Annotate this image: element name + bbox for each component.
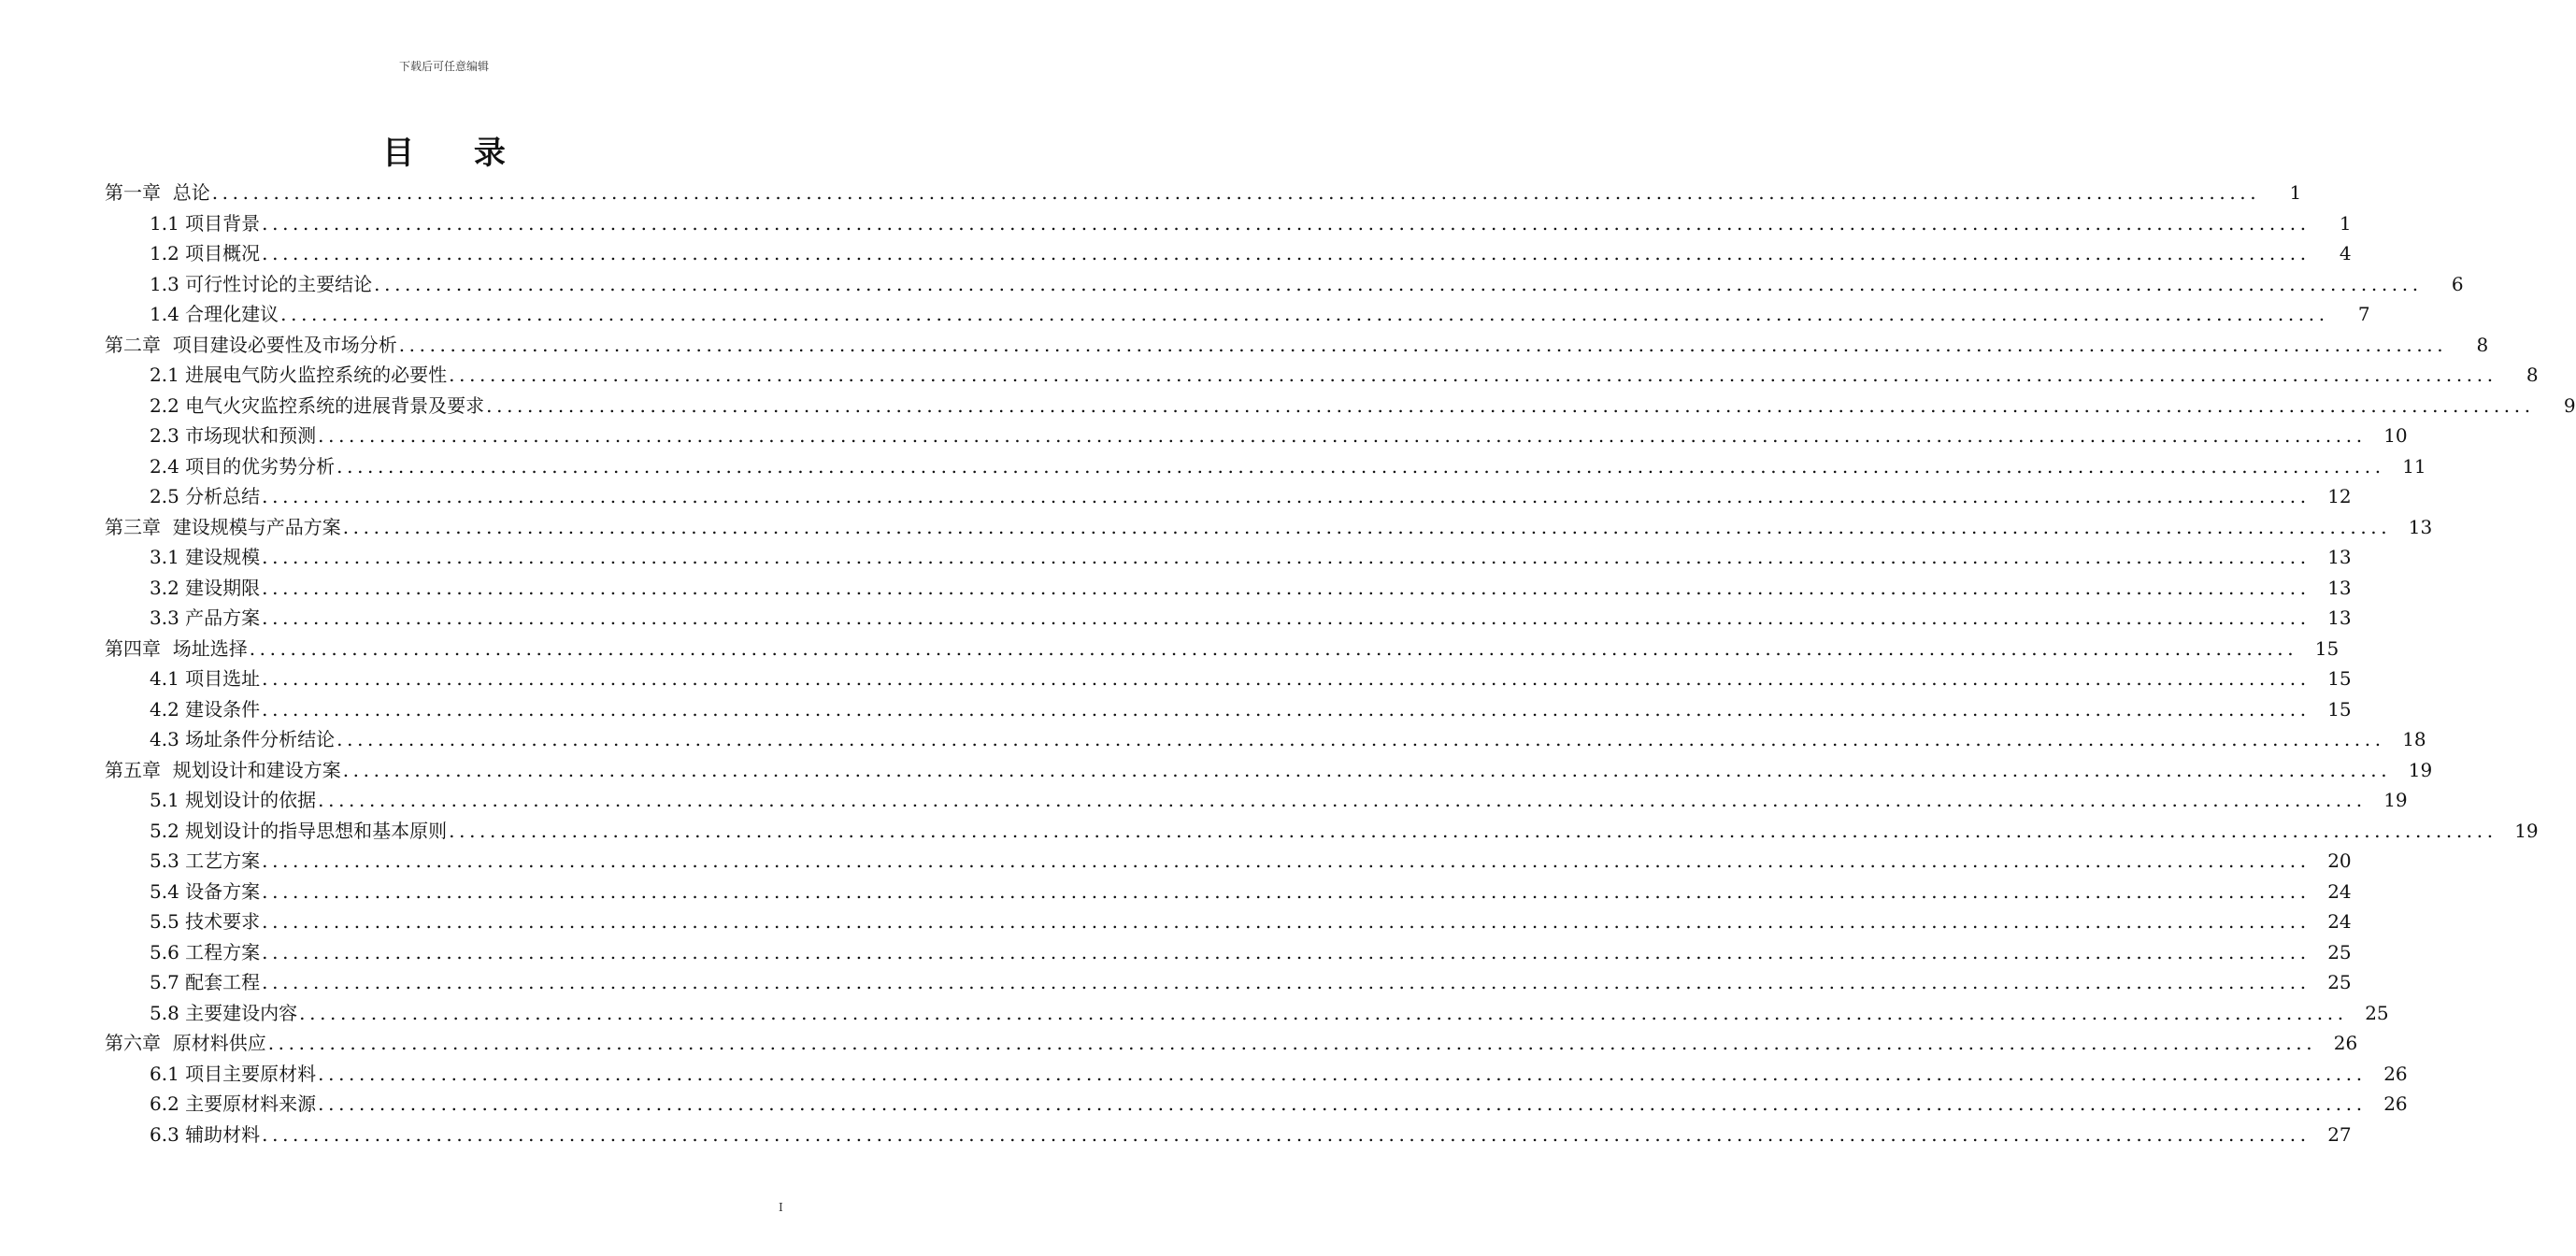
toc-entry-label: 5.5 技术要求 (150, 910, 261, 933)
dot-leader: ........................................................................................................................................................................................................ (262, 607, 2311, 629)
toc-entry-page: 10 (2383, 424, 2408, 447)
toc-entry-label: 5.2 规划设计的指导思想和基本原则 (150, 819, 448, 842)
dot-leader: ........................................................................................................................................................................................................ (262, 667, 2311, 690)
toc-entry-label: 2.1 进展电气防火监控系统的必要性 (150, 364, 448, 386)
toc-entry-page: 26 (2383, 1092, 2408, 1115)
dot-leader: ........................................................................................................................................................................................................ (262, 849, 2311, 872)
dot-leader: ........................................................................................................................................................................................................ (262, 576, 2311, 599)
toc-entry-page: 27 (2327, 1122, 2352, 1146)
toc-entry-label: 3.1 建设规模 (150, 546, 261, 568)
toc-entry-label: 2.5 分析总结 (150, 485, 261, 507)
toc-section-entry[interactable] (0, 603, 2352, 634)
toc-entry-page: 26 (2333, 1032, 2358, 1054)
toc-section-entry[interactable] (0, 998, 2389, 1029)
toc-list (0, 178, 2576, 1149)
toc-entry-page: 8 (2476, 333, 2489, 356)
toc-section-entry[interactable] (0, 1089, 2408, 1120)
page-number-mark: I (779, 1201, 783, 1214)
toc-section-entry[interactable] (0, 238, 2352, 269)
toc-section-entry[interactable] (0, 846, 2352, 877)
toc-entry-label: 5.6 工程方案 (150, 940, 261, 963)
dot-leader: ........................................................................................................................................................................................................ (449, 364, 2497, 386)
toc-entry-page: 13 (2408, 515, 2433, 538)
dot-leader: ........................................................................................................................................................................................................ (262, 485, 2311, 507)
toc-section-entry[interactable] (0, 208, 2352, 239)
toc-entry-page: 19 (2408, 758, 2433, 781)
dot-leader: ........................................................................................................................................................................................................ (342, 515, 2392, 538)
toc-entry-label: 5.1 规划设计的依据 (150, 789, 317, 811)
toc-entry-page: 25 (2327, 971, 2352, 993)
toc-entry-label: 4.1 项目选址 (150, 667, 261, 690)
toc-entry-page: 13 (2327, 546, 2352, 568)
toc-entry-page: 9 (2563, 393, 2576, 417)
dot-leader: ........................................................................................................................................................................................................ (262, 697, 2311, 721)
toc-section-entry[interactable] (0, 816, 2539, 847)
toc-entry-label: 1.1 项目背景 (150, 211, 261, 235)
dot-leader: ........................................................................................................................................................................................................ (249, 636, 2298, 660)
toc-section-entry[interactable] (0, 1059, 2408, 1090)
toc-chapter-entry[interactable] (0, 330, 2489, 361)
dot-leader: ........................................................................................................................................................................................................ (267, 1032, 2317, 1054)
dot-leader: ........................................................................................................................................................................................................ (262, 879, 2311, 903)
toc-entry-label: 3.2 建设期限 (150, 576, 261, 599)
toc-entry-page: 7 (2357, 303, 2370, 325)
toc-chapter-entry[interactable] (0, 755, 2433, 786)
toc-entry-label: 2.3 市场现状和预测 (150, 424, 317, 447)
toc-entry-page: 18 (2402, 728, 2426, 750)
toc-entry-label: 2.2 电气火灾监控系统的进展背景及要求 (150, 393, 485, 417)
toc-entry-label: 第三章 建设规模与产品方案 (105, 515, 341, 538)
toc-section-entry[interactable] (0, 785, 2408, 816)
toc-section-entry[interactable] (0, 967, 2352, 998)
dot-leader: ........................................................................................................................................................................................................ (318, 789, 2367, 811)
toc-section-entry[interactable] (0, 694, 2352, 725)
toc-entry-label: 5.3 工艺方案 (150, 849, 261, 872)
toc-section-entry[interactable] (0, 391, 2576, 421)
dot-leader: ........................................................................................................................................................................................................ (262, 546, 2311, 568)
toc-entry-label: 1.3 可行性讨论的主要结论 (150, 272, 373, 295)
toc-title: 目 录 (382, 135, 530, 172)
toc-entry-label: 6.1 项目主要原材料 (150, 1062, 317, 1085)
toc-entry-page: 25 (2365, 1001, 2389, 1024)
toc-section-entry[interactable] (0, 269, 2464, 300)
toc-entry-label: 1.4 合理化建议 (150, 303, 279, 325)
dot-leader: ........................................................................................................................................................................................................ (342, 758, 2392, 781)
dot-leader: ........................................................................................................................................................................................................ (449, 819, 2497, 842)
toc-entry-page: 13 (2327, 576, 2352, 599)
toc-entry-page: 8 (2526, 364, 2539, 386)
dot-leader: ........................................................................................................................................................................................................ (280, 303, 2329, 325)
toc-section-entry[interactable] (0, 451, 2426, 482)
toc-section-entry[interactable] (0, 664, 2352, 694)
toc-entry-page: 6 (2451, 272, 2464, 295)
dot-leader: ........................................................................................................................................................................................................ (336, 728, 2385, 750)
toc-entry-label: 6.3 辅助材料 (150, 1122, 261, 1146)
toc-entry-label: 5.8 主要建设内容 (150, 1001, 298, 1024)
dot-leader: ........................................................................................................................................................................................................ (262, 211, 2311, 235)
toc-entry-page: 13 (2327, 607, 2352, 629)
toc-section-entry[interactable] (0, 573, 2352, 604)
toc-section-entry[interactable] (0, 724, 2426, 755)
toc-entry-page: 12 (2327, 485, 2352, 507)
toc-entry-label: 5.7 配套工程 (150, 971, 261, 993)
toc-chapter-entry[interactable] (0, 512, 2433, 543)
toc-section-entry[interactable] (0, 421, 2408, 451)
toc-section-entry[interactable] (0, 1120, 2352, 1150)
dot-leader: ........................................................................................................................................................................................................ (486, 393, 2535, 417)
toc-entry-label: 第一章 总论 (105, 181, 210, 204)
toc-entry-page: 11 (2402, 454, 2426, 478)
toc-entry-page: 26 (2383, 1062, 2408, 1085)
dot-leader: ........................................................................................................................................................................................................ (374, 272, 2423, 295)
toc-entry-page: 15 (2327, 667, 2352, 690)
toc-section-entry[interactable] (0, 360, 2539, 391)
toc-entry-label: 第四章 场址选择 (105, 636, 248, 660)
dot-leader: ........................................................................................................................................................................................................ (262, 242, 2311, 264)
toc-chapter-entry[interactable] (0, 178, 2302, 208)
dot-leader: ........................................................................................................................................................................................................ (262, 940, 2311, 963)
dot-leader: ........................................................................................................................................................................................................ (262, 1122, 2311, 1146)
toc-section-entry[interactable] (0, 481, 2352, 512)
toc-entry-label: 4.3 场址条件分析结论 (150, 728, 336, 750)
toc-entry-page: 1 (2289, 181, 2302, 204)
toc-entry-page: 1 (2339, 211, 2352, 235)
dot-leader: ........................................................................................................................................................................................................ (318, 424, 2367, 447)
toc-section-entry[interactable] (0, 906, 2352, 937)
dot-leader: ........................................................................................................................................................................................................ (262, 971, 2311, 993)
toc-entry-page: 24 (2327, 879, 2352, 903)
toc-entry-label: 5.4 设备方案 (150, 879, 261, 903)
dot-leader: ........................................................................................................................................................................................................ (299, 1001, 2348, 1024)
toc-entry-label: 第五章 规划设计和建设方案 (105, 758, 341, 781)
dot-leader: ........................................................................................................................................................................................................ (336, 454, 2385, 478)
toc-entry-label: 3.3 产品方案 (150, 607, 261, 629)
toc-entry-label: 2.4 项目的优劣势分析 (150, 454, 336, 478)
dot-leader: ........................................................................................................................................................................................................ (318, 1092, 2367, 1115)
toc-section-entry[interactable] (0, 877, 2352, 907)
toc-entry-label: 第六章 原材料供应 (105, 1032, 266, 1054)
toc-entry-page: 24 (2327, 910, 2352, 933)
dot-leader: ........................................................................................................................................................................................................ (398, 333, 2448, 356)
dot-leader: ........................................................................................................................................................................................................ (262, 910, 2311, 933)
toc-entry-page: 25 (2327, 940, 2352, 963)
toc-entry-page: 15 (2314, 636, 2340, 660)
dot-leader: ........................................................................................................................................................................................................ (211, 181, 2261, 204)
toc-section-entry[interactable] (0, 299, 2370, 330)
toc-section-entry[interactable] (0, 937, 2352, 968)
toc-chapter-entry[interactable] (0, 634, 2340, 664)
toc-entry-page: 19 (2514, 819, 2539, 842)
toc-entry-page: 15 (2327, 697, 2352, 721)
toc-entry-label: 1.2 项目概况 (150, 242, 261, 264)
toc-entry-label: 4.2 建设条件 (150, 697, 261, 721)
toc-chapter-entry[interactable] (0, 1028, 2358, 1059)
dot-leader: ........................................................................................................................................................................................................ (318, 1062, 2367, 1085)
toc-entry-page: 4 (2339, 242, 2352, 264)
toc-entry-label: 第二章 项目建设必要性及市场分析 (105, 333, 397, 356)
toc-entry-page: 20 (2327, 849, 2352, 872)
toc-section-entry[interactable] (0, 542, 2352, 573)
toc-entry-page: 19 (2383, 789, 2408, 811)
header-note: 下载后可任意编辑 (398, 60, 489, 73)
toc-entry-label: 6.2 主要原材料来源 (150, 1092, 317, 1115)
